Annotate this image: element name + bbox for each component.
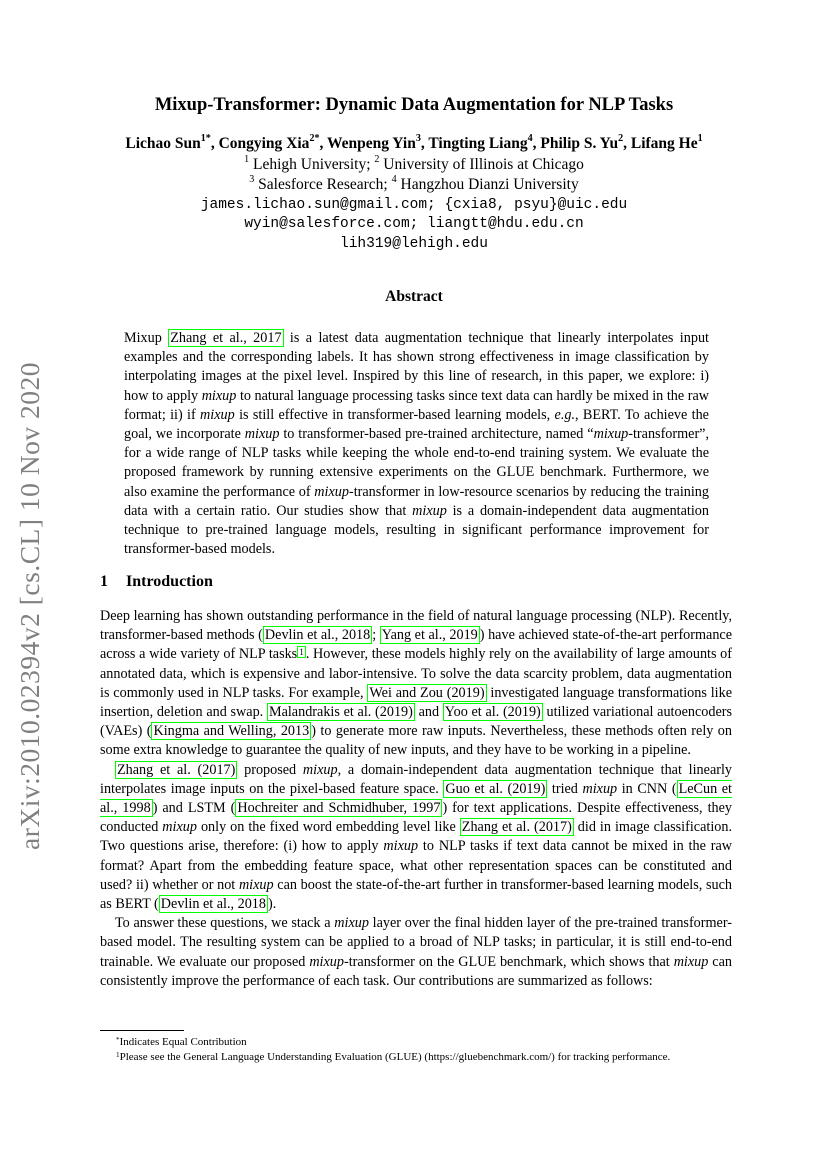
- arxiv-identifier: arXiv:2010.02394v2 [cs.CL] 10 Nov 2020: [14, 362, 45, 850]
- affiliation-mark: 3: [249, 174, 255, 185]
- citation-link[interactable]: Guo et al. (2019): [445, 780, 546, 797]
- email-line: lih319@lehigh.edu: [340, 236, 488, 252]
- author-list: Lichao Sun$^{1*}$, Congying Xia$^{2*}$, Wenpeng Yin$^3$, Tingting Liang$^4$, Philip S. Yu$^2$, Lifang He$^1$: [125, 133, 703, 152]
- citation-link[interactable]: Hochreiter and Schmidhuber, 1997: [237, 800, 441, 817]
- abstract-heading: Abstract: [385, 288, 443, 305]
- citation-link[interactable]: Wei and Zou (2019): [369, 684, 485, 701]
- author-mark: 1: [697, 133, 703, 144]
- affiliation-text: Hangzhou Dianzi University: [396, 176, 579, 193]
- citation-link[interactable]: Zhang et al. (2017): [461, 819, 572, 836]
- author-name: Wenpeng Yin: [326, 135, 416, 152]
- section-heading: [100, 573, 213, 591]
- paragraph: Deep learning has shown outstanding performance in the field of natural language processing (NLP). Recently, transformer-based methods ( Devlin et al., 2018 ; Yang et al., 2019 ) have achieved state-of-the-art performance across a wide variety of NLP tasks $^1$ . However, these models highly rely on the availability of large amounts of annotated data, which is expensive and labor-intensive. To solve the data scarcity problem, data augmentation is commonly used in NLP tasks. For example, Wei and Zou (2019) investigated language transformations like insertion, deletion and swap. Malandrakis et al. (2019) and Yoo et al. (2019) utilized variational autoencoders (VAEs) ( Kingma and Welling, 2013 ) to generate more raw inputs. Nevertheless, these methods often rely on some extra knowledge to guarantee the quality of new inputs, and they have to be working in a pipeline.: [100, 608, 733, 759]
- paragraph: Zhang et al. (2017) proposed mixup, a domain-independent data augmentation technique that linearly interpolates image inputs on the pixel-based feature space. Guo et al. (2019) tried mixup in CNN ( LeCun et al., 1998 ) and LSTM ( Hochreiter and Schmidhuber, 1997 ) for text applications. Despite effectiveness, they conducted mixup only on the fixed word embedding level like Zhang et al. (2017) did in image classification. Two questions arise, therefore: (i) how to apply mixup to NLP tasks if text data cannot be mixed in the raw format? Apart from the embedding feature space, what other representation spaces can be constituted and used? ii) whether or not mixup can boost the state-of-the-art further in transformer-based learning models, such as BERT ( Devlin et al., 2018 ).: [100, 761, 732, 913]
- author-name: Lichao Sun: [125, 135, 201, 152]
- affiliation-mark: 4: [391, 174, 397, 185]
- citation-link[interactable]: Zhang et al. (2017): [117, 761, 236, 778]
- affiliation-text: Salesforce Research;: [254, 176, 392, 193]
- affiliation-text: University of Illinois at Chicago: [379, 156, 584, 173]
- citation-link[interactable]: Devlin et al., 2018: [160, 896, 266, 913]
- footnote-link[interactable]: 1: [299, 647, 304, 658]
- citation-link[interactable]: Malandrakis et al. (2019): [268, 704, 413, 721]
- author-mark: 3: [415, 133, 421, 144]
- citation-link[interactable]: Yang et al., 2019: [381, 627, 478, 644]
- author-name: Congying Xia: [218, 135, 310, 152]
- introduction-body: [100, 607, 732, 991]
- email-line: wyin@salesforce.com; liangtt@hdu.edu.cn: [244, 216, 584, 232]
- citation-link[interactable]: Devlin et al., 2018: [264, 627, 371, 644]
- author-name: Philip S. Yu: [540, 135, 619, 152]
- author-mark: 4: [527, 133, 533, 144]
- paragraph: To answer these questions, we stack a mixup layer over the final hidden layer of the pre-trained transformer-based model. The resulting system can be applied to a broad of NLP tasks; in particular, it is still end-to-end trainable. We evaluate our proposed mixup-transformer on the GLUE benchmark, which shows that mixup can consistently improve the performance of each task. Our contributions are summarized as follows:: [100, 915, 732, 989]
- author-name: Tingting Liang: [428, 135, 528, 152]
- footnote-divider: [100, 1030, 184, 1031]
- author-name: Lifang He: [630, 135, 698, 152]
- section-title: Introduction: [126, 573, 213, 590]
- citation-link[interactable]: Yoo et al. (2019): [444, 704, 541, 721]
- affiliation-text: Lehigh University;: [249, 156, 375, 173]
- footnote: *Indicates Equal Contribution: [116, 1036, 247, 1048]
- footnote: $^1$Please see the General Language Understanding Evaluation (GLUE) (https://gluebenchmark.com/) for tracking performance.: [116, 1051, 671, 1063]
- paper-title: Mixup-Transformer: Dynamic Data Augmentation for NLP Tasks: [154, 95, 674, 115]
- citation-link[interactable]: Zhang et al., 2017: [170, 330, 282, 346]
- citation-link[interactable]: LeCun et al., 1998: [100, 780, 732, 817]
- affiliation-mark: 1: [244, 154, 250, 165]
- section-number: 1: [100, 573, 108, 590]
- email-line: james.lichao.sun@gmail.com; {cxia8, psyu}@uic.edu: [200, 197, 628, 213]
- affiliation-mark: 2: [374, 154, 380, 165]
- footnotes: [116, 1035, 736, 1065]
- author-mark: 2*: [309, 133, 320, 144]
- affiliation-line: [0, 176, 828, 194]
- affiliation-line: [0, 156, 828, 174]
- author-mark: 2: [618, 133, 624, 144]
- abstract-body: Mixup Zhang et al., 2017 is a latest data augmentation technique that linearly interpolates input examples and the corresponding labels. It has shown strong effectiveness in image classification by interpolating images at the pixel level. Inspired by this line of research, in this paper, we explore: i) how to apply mixup to natural language processing tasks since text data can hardly be mixed in the raw format; ii) if mixup is still effective in transformer-based learning models, e.g., BERT. To achieve the goal, we incorporate mixup to transformer-based pre-trained architecture, named “mixup-transformer”, for a wide range of NLP tasks while keeping the whole end-to-end training system. We evaluate the proposed framework by running extensive experiments on the GLUE benchmark. Furthermore, we also examine the performance of mixup-transformer in low-resource scenarios by reducing the training data with a certain ratio. Our studies show that mixup is a domain-independent data augmentation technique to pre-trained language models, resulting in significant performance improvement for transformer-based models.: [124, 330, 710, 558]
- author-mark: 1*: [200, 133, 211, 144]
- citation-link[interactable]: Kingma and Welling, 2013: [153, 723, 310, 740]
